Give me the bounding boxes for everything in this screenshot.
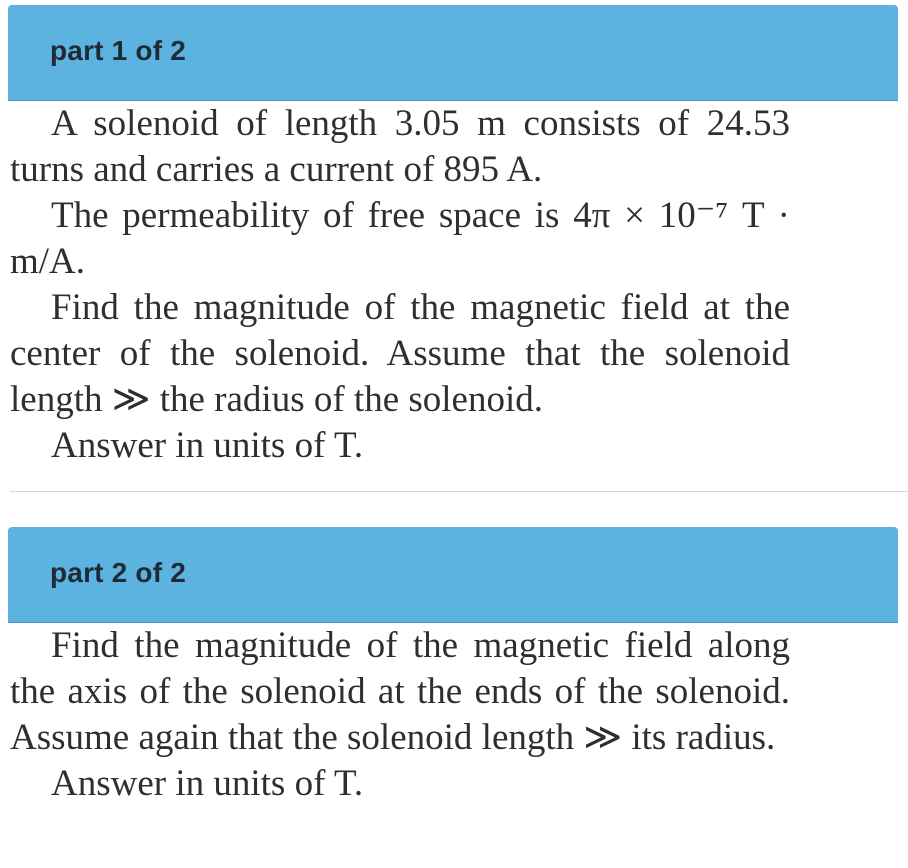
section-divider [10, 491, 908, 492]
part-1-section [0, 5, 908, 469]
part-1-problem-text [10, 101, 790, 469]
part-1-paragraph-question: Find the magnitude of the magnetic field at the center of the solenoid. Assume that the solenoid length ≫ the radius of the solenoid. [10, 287, 790, 420]
part-2-paragraph-units: Answer in units of T. [51, 763, 364, 804]
part-2-paragraph-question: Find the magnitude of the magnetic field along the axis of the solenoid at the ends of the solenoid. Assume again that the solenoid length ≫ its radius. [10, 625, 790, 758]
part-1-paragraph-units: Answer in units of T. [51, 425, 364, 466]
part-2-problem-text [10, 623, 790, 807]
part-1-title: part 1 of 2 [50, 35, 187, 66]
part-2-title: part 2 of 2 [50, 557, 187, 588]
part-2-header [8, 527, 898, 623]
part-1-paragraph-permeability: The permeability of free space is 4π × 10⁻⁷ T · m/A. [10, 195, 790, 282]
part-1-header [8, 5, 898, 101]
part-2-section [0, 527, 908, 807]
part-1-paragraph-setup: A solenoid of length 3.05 m consists of 24.53 turns and carries a current of 895 A. [10, 103, 790, 190]
